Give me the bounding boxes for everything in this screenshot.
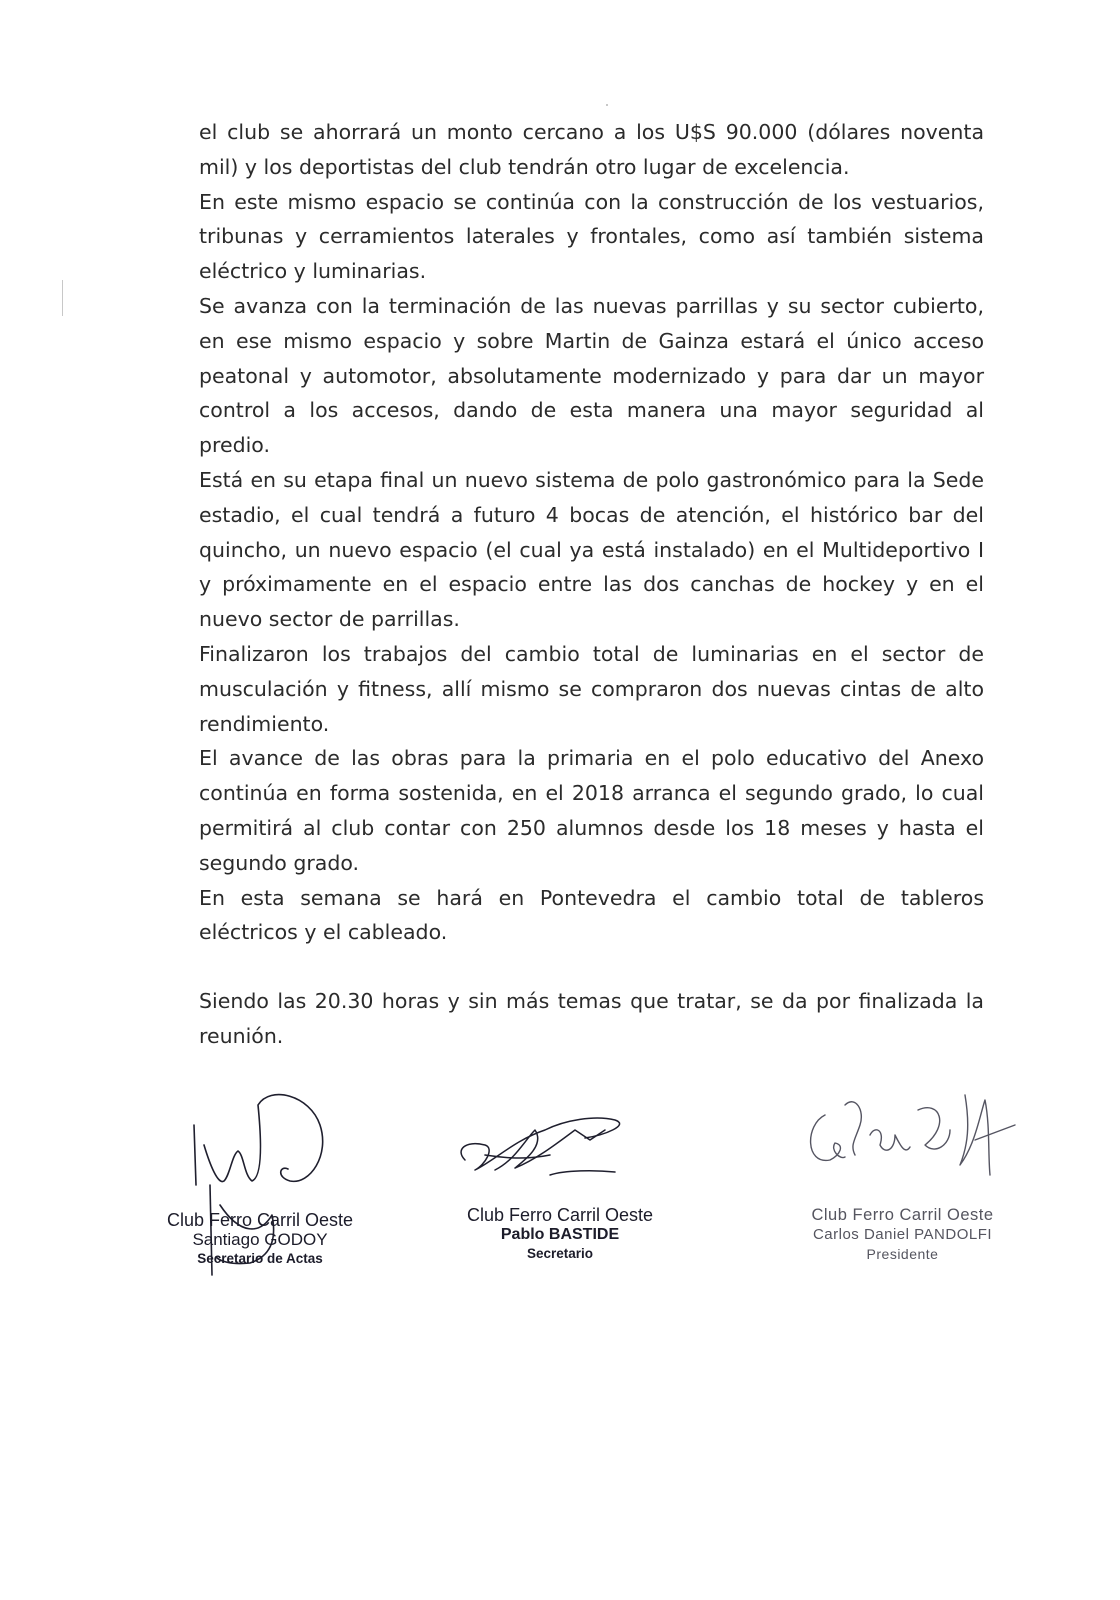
paragraph: El avance de las obras para la primaria en el polo educativo del Anexo continúa en forma sostenida, en el 2018 arranca el segundo grado, lo cual permitirá al club contar con 250 alumnos desde los 18 meses y hasta el segundo grado. [199,746,984,875]
signature-club: Club Ferro Carril Oeste [811,1206,994,1224]
signature-role: Secretario de Actas [197,1251,323,1266]
signature-name: Pablo BASTIDE [500,1226,620,1243]
closing-paragraph: Siendo las 20.30 horas y sin más temas que tratar, se da por finalizada la reunión. [199,989,984,1048]
paragraph: el club se ahorrará un monto cercano a los U$S 90.000 (dólares noventa mil) y los deportistas del club tendrán otro lugar de excelencia. [199,120,984,179]
signature-block-left [150,1210,370,1268]
paragraph: Finalizaron los trabajos del cambio total de luminarias en el sector de musculación y fitness, allí mismo se compraron dos nuevas cintas de alto rendimiento. [199,641,984,736]
scan-dot-mark [606,104,608,106]
signature-block-center [455,1205,665,1263]
handwritten-signature-left [180,1085,350,1305]
signature-role: Presidente [866,1246,939,1262]
paragraph: En esta semana se hará en Pontevedra el cambio total de tableros eléctricos y el cableado. [199,885,984,945]
signature-club: Club Ferro Carril Oeste [466,1205,654,1225]
signature-name: Santiago GODOY [192,1230,328,1249]
paragraph: En este mismo espacio se continúa con la construcción de los vestuarios, tribunas y cerramientos laterales y frontales, como así también sistema eléctrico y luminarias. [199,189,984,284]
handwritten-signature-center [455,1100,645,1200]
document-body [199,115,984,1054]
handwritten-signature-right [800,1085,1020,1185]
paragraph: Está en su etapa final un nuevo sistema de polo gastronómico para la Sede estadio, el cual tendrá a futuro 4 bocas de atención, el histórico bar del quincho, un nuevo espacio (el cual ya está instalado) en el Multideportivo I y próximamente en el espacio entre las dos canchas de hockey y en el nuevo sector de parrillas. [199,467,984,632]
paragraph: Se avanza con la terminación de las nuevas parrillas y su sector cubierto, en ese mismo espacio y sobre Martin de Gainza estará el único acceso peatonal y automotor, absolutamente modernizado y para dar un mayor control a los accesos, dando de esta manera una mayor seguridad al predio. [199,293,984,458]
signature-club: Club Ferro Carril Oeste [166,1210,354,1230]
scan-margin-mark [62,280,63,316]
signature-role: Secretario [526,1246,594,1261]
signature-name: Carlos Daniel PANDOLFI [812,1226,993,1243]
signature-block-right [785,1205,1020,1263]
